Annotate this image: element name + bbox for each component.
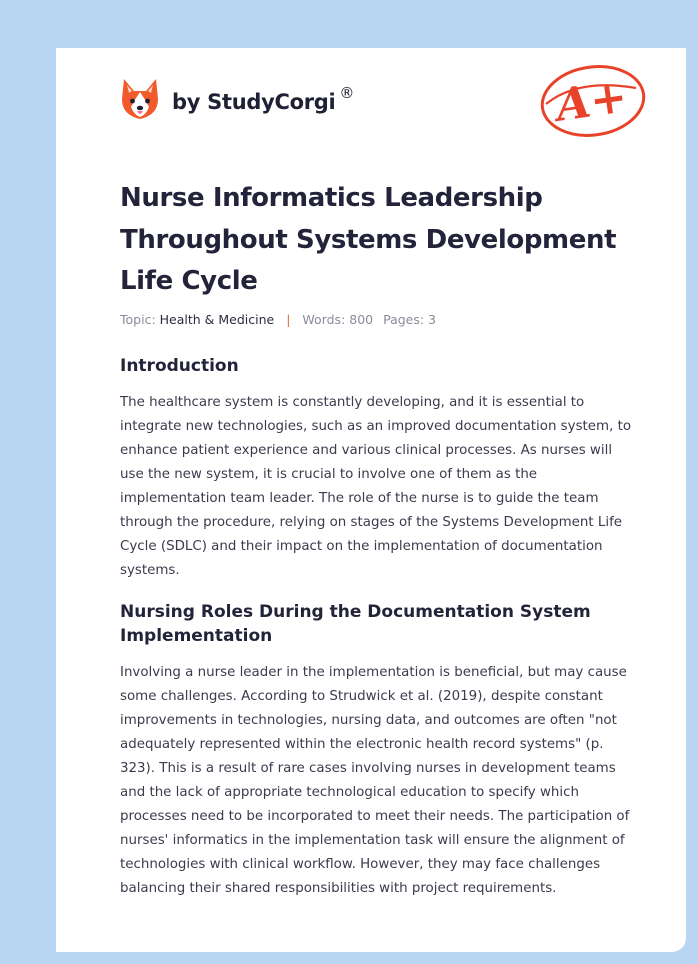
studycorgi-logo[interactable]: [120, 76, 354, 122]
a-plus-grade-icon: [538, 58, 650, 140]
page-count: Pages: 3: [383, 312, 437, 327]
section-heading-nursing-roles: Nursing Roles During the Documentation System Implementation: [120, 602, 591, 646]
section-paragraph-nursing-roles: Involving a nurse leader in the implementation is beneficial, but may cause some challenges. According to Strudwick et al. (2019), despite constant improvements in technologies, nursing data, and outcomes are often "not adequately represented within the electronic health record systems" (p. 323). This is a result of rare cases involving nurses in development teams and the lack of appropriate technological education to specify which processes need to be incorporated to meet their needs. The participation of nurses' informatics in the implementation task will ensure the alignment of technologies with clinical workflow. However, they may face challenges balancing their shared responsibilities with project requirements.: [120, 665, 630, 896]
document-title: Nurse Informatics Leadership Throughout Systems Development Life Cycle: [120, 183, 617, 296]
brand-name: by StudyCorgi: [172, 90, 336, 114]
section-paragraph-introduction: The healthcare system is constantly developing, and it is essential to integrate new technologies, such as an improved documentation system, to enhance patient experience and various clinical processes. As nurses will use the new system, it is crucial to involve one of them as the implementation team leader. The role of the nurse is to guide the team through the procedure, relying on stages of the Systems Development Life Cycle (SDLC) and their impact on the implementation of documentation systems.: [120, 395, 632, 578]
registered-mark: ®: [339, 84, 355, 102]
grade-badge-text: A+: [552, 71, 631, 132]
corgi-logo-icon: [120, 77, 160, 121]
meta-separator: |: [286, 312, 291, 327]
document-page: [56, 48, 686, 952]
word-count: Words: 800: [302, 312, 374, 327]
section-heading-introduction: Introduction: [120, 356, 239, 376]
topic-label: Topic:: [120, 312, 156, 327]
topic-link[interactable]: Health & Medicine: [159, 312, 275, 327]
document-meta: [120, 312, 436, 327]
